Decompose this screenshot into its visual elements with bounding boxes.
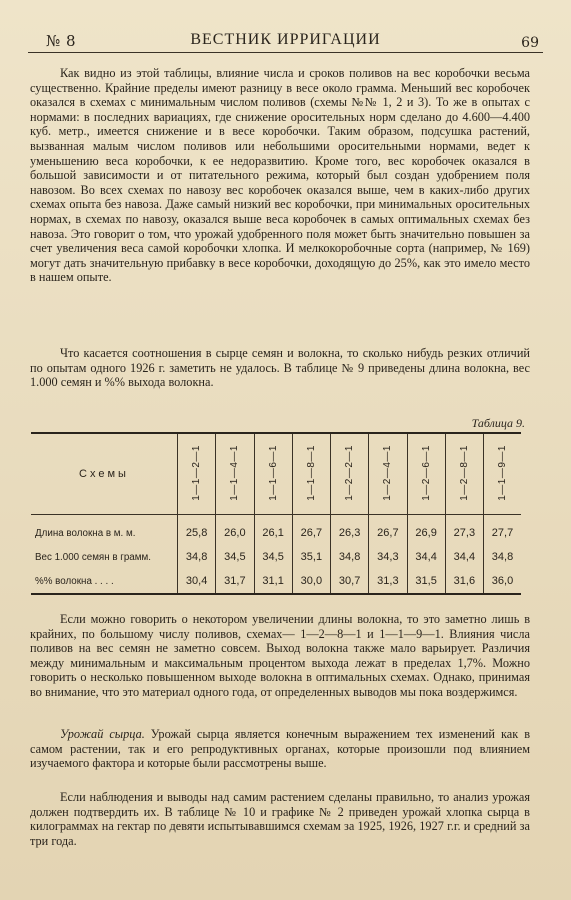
scheme-header: 1—2—6—1: [407, 433, 445, 515]
row-label: %% волокна . . . .: [35, 575, 114, 587]
table-cell: 26,7: [369, 515, 407, 546]
table-cell: 30,0: [292, 569, 330, 594]
table-row-seed-weight: [31, 545, 521, 569]
table-cell: 34,8: [484, 545, 522, 569]
scheme-header: 1—1—8—1: [292, 433, 330, 515]
table-cell: 35,1: [292, 545, 330, 569]
table-row-fiber-percent: [31, 569, 521, 594]
table-cell: 30,7: [331, 569, 369, 594]
section-lead: Урожай сырца.: [60, 727, 145, 741]
scheme-header: 1—1—2—1: [178, 433, 216, 515]
table-cell: 26,0: [216, 515, 254, 546]
table-cell: 26,3: [331, 515, 369, 546]
table-cell: 26,7: [292, 515, 330, 546]
paragraph-fiber-analysis: Если можно говорить о некотором увеличении длины волокна, то это заметно лишь в крайних, по большому числу поливов, схемах— 1—2—8—1 и 1—1—9—1. Влияния числа поливов на вес семян не заметно совсем. Выход волокна также мало варьирует. Различия между минимальным и максимальным процентом выхода лежат в пределах 1,7%. Можно говорить о несколько повышенном выходе волокна в оптимальных схемах. Однако, принимая во внимание, что это материал одного года, от определенных выводов мы пока воздержимся.: [30, 612, 530, 699]
scheme-header: 1—1—4—1: [216, 433, 254, 515]
row-label: Вес 1.000 семян в грамм.: [35, 551, 151, 563]
scheme-header: 1—2—8—1: [445, 433, 483, 515]
paragraph-boll-weight: Как видно из этой таблицы, влияние числа и сроков поливов на вес коробочки весьма существенно. Крайние пределы имеют разницу в весе около грамма. Меньший вес коробочек оказался в схемах с минимальным числом поливов (схемы №№ 1, 2 и 3). То же в опытах с нормами: в последних вариациях, где снижение оросительных норм сделано до 4.600—4.400 куб. метр., имеется снижение и в весе коробочки. Таким образом, подсушка растений, вызванная малым числом поливов или небольшими оросительными нормами, ведет к уменьшению веса коробочки, к ее недоразвитию. Кроме того, вес коробочек оказался в большой зависимости и от питательного режима, который был создан удобрением поля навозом. Во всех схемах по навозу вес коробочек оказался выше, чем в каких-либо других схемах опыта без навоза. Даже самый низкий вес коробочки, при минимальных оросительных нормах, в схемах по навозу, оказался выше веса коробочек в самых оптимальных схемах без навоза. Это говорит о том, что урожай удобренного поля может быть значительно повышен за счет увеличения веса самой коробочки хлопка. И мелкокоробочные сорта (например, № 169) могут дать значительную прибавку в весе коробочки, доходящую до 25%, как это имело место в нашем опыте.: [30, 66, 530, 285]
table-cell: 26,9: [407, 515, 445, 546]
table-header-row: [31, 433, 521, 515]
table-cell: 31,7: [216, 569, 254, 594]
scheme-header: 1—2—2—1: [331, 433, 369, 515]
paragraph-raw-cotton-yield: [30, 727, 530, 771]
row-label: Длина волокна в м. м.: [35, 527, 136, 539]
table-cell: 34,5: [216, 545, 254, 569]
table-cell: 30,4: [178, 569, 216, 594]
table-cell: 34,5: [254, 545, 292, 569]
table-cell: 34,8: [331, 545, 369, 569]
table-cell: 31,3: [369, 569, 407, 594]
table-9: [31, 432, 521, 595]
table-cell: 34,4: [445, 545, 483, 569]
scheme-header: 1—1—6—1: [254, 433, 292, 515]
table-cell: 34,4: [407, 545, 445, 569]
table-cell: 36,0: [484, 569, 522, 594]
table-cell: 31,6: [445, 569, 483, 594]
paragraph-yield-analysis: Если наблюдения и выводы над самим растением сделаны правильно, то анализ урожая должен подтвердить их. В таблице № 10 и графике № 2 приведен урожай хлопка сырца в килограммах на гектар по девяти испытывавшимся схемам за 1925, 1926, 1927 г.г. и средний за три года.: [30, 790, 530, 848]
table-caption: Таблица 9.: [471, 416, 525, 430]
table-cell: 31,5: [407, 569, 445, 594]
table-cell: 27,7: [484, 515, 522, 546]
paragraph-seed-fiber-ratio: Что касается соотношения в сырце семян и волокна, то сколько нибудь резких отличий по опытам одного 1926 г. заметить не удалось. В таблице № 9 приведены длина волокна, вес 1.000 семян и %% выхода волокна.: [30, 346, 530, 390]
issue-number: № 8: [46, 32, 77, 50]
table-cell: 25,8: [178, 515, 216, 546]
journal-title: ВЕСТНИК ИРРИГАЦИИ: [190, 31, 381, 48]
table-cell: 26,1: [254, 515, 292, 546]
paragraph-text: Урожай сырца является конечным выражением тех изменений как в самом растении, так и его репродуктивных органах, которые произошли под влиянием изучаемого фактора и которые были рассмотрены выше.: [30, 727, 530, 771]
column-header-schemes: Схемы: [31, 433, 178, 515]
table-cell: 27,3: [445, 515, 483, 546]
table-cell: 34,8: [178, 545, 216, 569]
table-row-fiber-length: [31, 515, 521, 546]
scheme-header: 1—1—9—1: [484, 433, 522, 515]
table-cell: 34,3: [369, 545, 407, 569]
table-cell: 31,1: [254, 569, 292, 594]
scheme-header: 1—2—4—1: [369, 433, 407, 515]
page-number: 69: [521, 35, 539, 51]
page-header: [28, 30, 543, 53]
